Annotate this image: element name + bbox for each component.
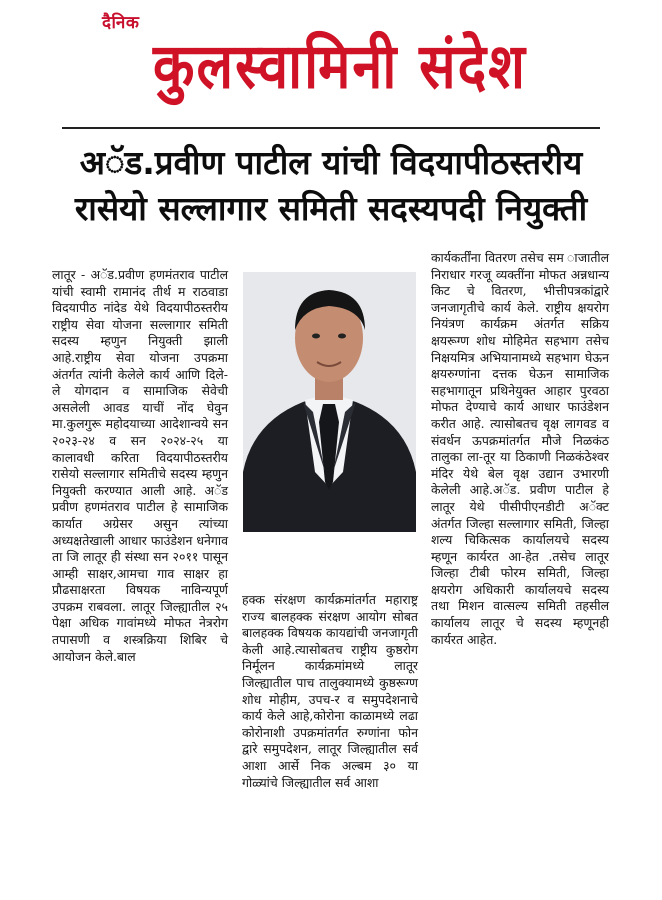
article-column-left: लातूर - अॅड.प्रवीण हणमंतराव पाटील यांची स्वामी रामानंद तीर्थ म राठवाडा विदयापीठ नांदेड येथे विदयापीठस्तरीय राष्ट्रीय सेवा योजना सल्लागार समिती सदस्य म्हणुन नियुक्ती झाली आहे.राष्ट्रीय सेवा योजना उपक्रमा अंतर्गत त्यांनी केलेले कार्य आणि दिले-ले योगदान व सामाजिक सेवेची असलेली आवड याचीं नोंद घेवुन मा.कुलगुरू महोदयाच्या आदेशान्वये सन २०२३-२४ व सन २०२४-२५ या कालावधी करिता विदयापीठस्तरीय रासेयो सल्लागार समितीचे सदस्य म्हणुन नियुक्ती करण्यात आली आहे. अॅड प्रवीण हणमंतराव पाटील हे सामाजिक कार्यात अग्रेसर असुन त्यांच्या अध्यक्षतेखाली आधार फाउंडेशन धनेगाव ता जि लातूर ही संस्था सन २०११ पासून आम्ही साक्षर,आमचा गाव साक्षर हा प्रौढसाक्षरता विषयक नाविन्यपूर्ण उपक्रम राबवला. लातूर जिल्ह्यातील २५ पेक्षा अधिक गावांमध्ये मोफत नेत्ररोग तपासणी व शस्त्रक्रिया शिबिर चे आयोजन केले.बाल xyxy=(52,267,228,664)
article-headline xyxy=(20,140,642,232)
article-column-middle: हक्क संरक्षण कार्यक्रमांतर्गत महाराष्ट्र राज्य बालहक्क संरक्षण आयोग सोबत बालहक्क विषयक कायद्यांची जनजागृती केली आहे.त्यासोबतच राष्ट्रीय कुष्ठरोग निर्मूलन कार्यक्रमांमध्ये लातूर जिल्ह्यातील पाच तालुक्यामध्ये कुष्ठरूग्ण शोध मोहीम, उपच-र व समुपदेशनाचे कार्य केले आहे,कोरोना काळामध्ये लढा कोरोनाशी उपक्रमांतर्गत रुग्णांना फोन द्वारे समुपदेशन, लातूर जिल्ह्यातील सर्व आशा आर्से निक अल्बम ३० या गोळ्यांचे जिल्ह्यातील सर्व आशा xyxy=(242,592,418,790)
masthead-small-label: दैनिक xyxy=(102,13,140,33)
masthead-divider xyxy=(62,127,600,129)
portrait-photo-icon xyxy=(243,272,416,532)
headline-line-2: रासेयो सल्लागार समिती सदस्यपदी नियुक्ती xyxy=(74,189,588,228)
headline-line-1: अॅड.प्रवीण पाटील यांची विदयापीठस्तरीय xyxy=(79,143,583,182)
masthead xyxy=(60,6,620,134)
newspaper-title: कुलस्वामिनी संदेश xyxy=(152,30,528,103)
article-column-right: कार्यकर्तींना वितरण तसेच सम ाजातील निराधार गरजू व्यक्तींना मोफत अन्नधान्य किट चे वितरण, भीत्तीपत्रकांद्वारे जनजागृतीचे कार्य केले. राष्ट्रीय क्षयरोग नियंत्रण कार्यक्रम अंतर्गत सक्रिय क्षयरूग्ण शोध मोहिमेत सहभाग तसेच निक्षयमित्र अभियानामध्ये सहभाग घेऊन क्षयरुग्णांना दत्तक घेऊन सामाजिक सहभागातून प्रथिनेयुक्त आहार पुरवठा मोफत देण्याचे कार्य आधार फाउंडेशन करीत आहे. त्यासोबतच वृक्ष लागवड व संवर्धन ऊपक्रमांतर्गत मौजे निळकंठ तालुका ला-तूर या ठिकाणी निळकंठेश्वर मंदिर येथे बेल वृक्ष उद्यान उभारणी केलेली आहे.अॅड. प्रवीण पाटील हे लातूर येथे पीसीपीएनडीटी अॅक्ट अंतर्गत जिल्हा सल्लागार समिती, जिल्हा शल्य चिकित्सक कार्यालयचे सदस्य म्हणून कार्यरत आ-हेत .तसेच लातूर जिल्हा टीबी फोरम समिती, जिल्हा क्षयरोग अधिकारी कार्यालयचे सदस्य तथा मिशन वात्सल्य समिती तहसील कार्यालय लातूर चे सदस्य म्हणूनही कार्यरत आहेत. xyxy=(431,250,609,647)
